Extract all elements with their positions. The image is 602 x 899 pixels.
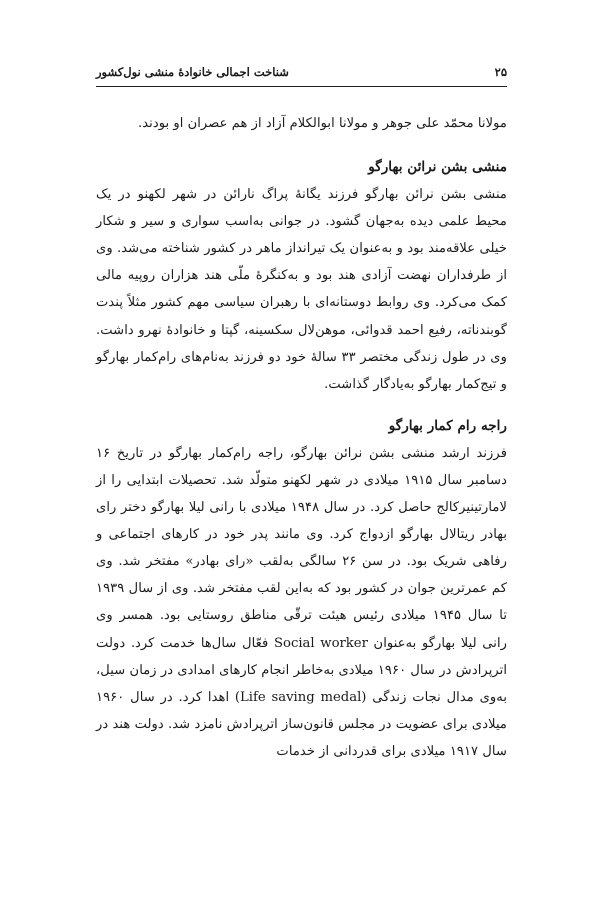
- section-paragraph-bishan-narain: منشی بشن نرائن بهارگو فرزند یگانهٔ پراگ نارائن در شهر لکهنو در یک محیط علمی دیده به‌جهان گشود. در جوانی به‌اسب سواری و سیر و شکار خیلی علاقه‌مند بود و به‌عنوان یک تیرانداز ماهر در کشور شناخته می‌شد. وی از طرفداران نهضت آزادی هند بود و به‌کنگرهٔ ملّی هند هزاران روپیه مالی کمک می‌کرد. وی روابط دوستانه‌ای با رهبران سیاسی مهم کشور مثلاً پندت گوبندناته، رفیع احمد قدوائی، موهن‌لال سکسینه، گپتا و خانوادهٔ نهرو داشت. وی در طول زندگی مختصر ۳۳ سالهٔ خود دو فرزند به‌نام‌های رام‌کمار بهارگو و تیج‌کمار بهارگو به‌یادگار گذاشت.: [96, 187, 507, 392]
- spacer: [96, 398, 507, 412]
- running-title: شناخت اجمالی خانوادهٔ منشی نول‌کشور: [96, 65, 289, 79]
- page-content: [96, 110, 507, 765]
- intro-paragraph: مولانا محمّد علی جوهر و مولانا ابوالکلام آزاد از هم عصران او بودند.: [138, 116, 507, 131]
- running-header: [96, 62, 507, 82]
- header-rule: [96, 86, 507, 87]
- section-paragraph-ram-kumar: فرزند ارشد منشی بشن نرائن بهارگو، راجه رام‌کمار بهارگو در تاریخ ۱۶ دسامبر سال ۱۹۱۵ میلادی در شهر لکهنو متولّد شد. تحصیلات ابتدایی را از لامارتینیرکالج حاصل کرد. در سال ۱۹۴۸ میلادی با رانی لیلا بهارگو دختر رای بهادر ریتالال بهارگو ازدواج کرد. وی مانند پدر خود در کارهای اجتماعی و رفاهی شریک بود. در سن ۲۶ سالگی به‌لقب «رای بهادر» مفتخر شد. وی کم عمرترین جوان در کشور بود که به‌این لقب مفتخر شد. وی از سال ۱۹۳۹ تا سال ۱۹۴۵ میلادی رئیس هیئت ترقّی مناطق روستایی بود. همسر وی رانی لیلا بهارگو به‌عنوان Social worker فعّال سال‌ها خدمت کرد. دولت اترپرادش در سال ۱۹۶۰ میلادی به‌خاطر انجام کارهای امدادی در زمان سیل، به‌وی مدال نجات زندگی (Life saving medal) اهدا کرد. در سال ۱۹۶۰ میلادی برای عضویت در مجلس قانون‌ساز اترپرادش نامزد شد. دولت هند در سال ۱۹۱۷ میلادی برای قدردانی از خدمات: [96, 445, 508, 759]
- page-number: ۲۵: [494, 65, 507, 79]
- spacer: [96, 137, 507, 153]
- section-heading-bishan-narain: منشی بشن نرائن بهارگو: [368, 159, 507, 176]
- section-heading-ram-kumar: راجه رام کمار بهارگو: [388, 417, 507, 434]
